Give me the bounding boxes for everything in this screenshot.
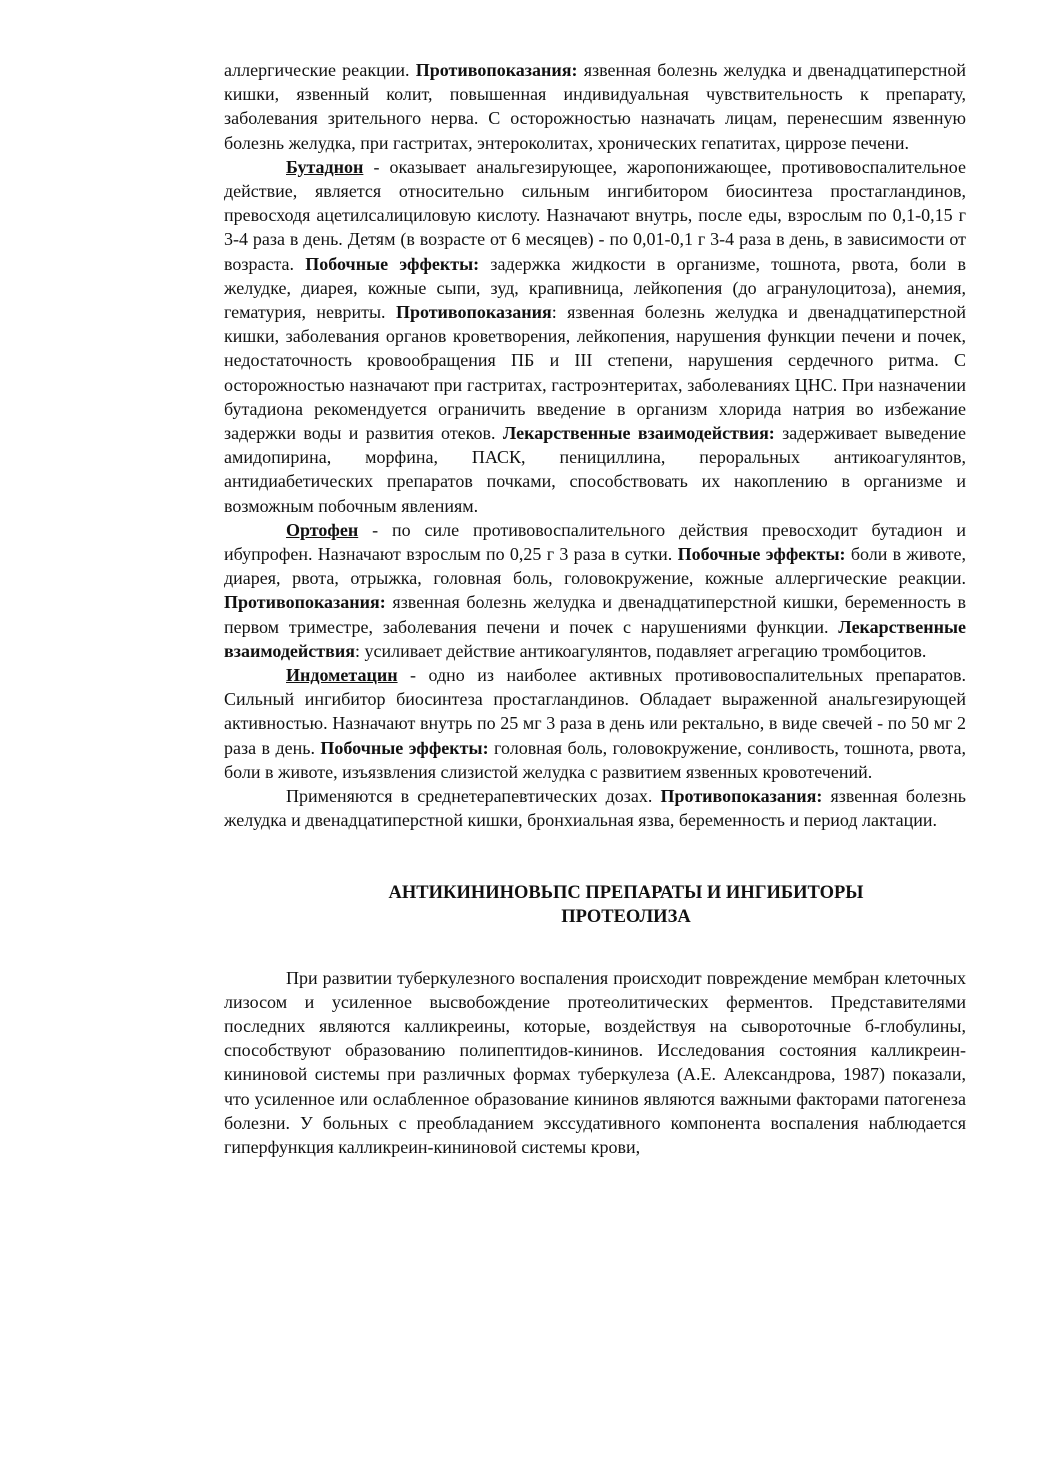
section-heading-line: ПРОТЕОЛИЗА: [561, 906, 691, 927]
spacer: [224, 833, 966, 881]
text-run: задержка жидкости в организме, тошнота, рвота, боли в желудке, диарея, кожные сыпи, зуд, крапивница, лейкопения (до агранулоцитоза), анемия, гематурия, невриты.: [224, 253, 966, 323]
text-run: : язвенная болезнь желудка и двенадцатиперстной кишки, заболевания органов кроветворения, лейкопения, нарушения функции печени и почек, недостаточность кровообращения ПБ и III степени, нарушения сердечного ритма. С осторожностью назначают при гастритах, гастроэнтеритах, заболеваниях ЦНС. При назначении бутадиона рекомендуется ограничить введение в организм хлорида натрия во избежание задержки воды и развития отеков.: [224, 302, 966, 444]
text-run: Применяются в среднетерапевтических дозах.: [286, 786, 661, 807]
paragraph-kinin-system: [224, 966, 966, 1160]
text-run: головная боль, головокружение, сонливость, тошнота, рвота, боли в животе, изъязвления слизистой желудка с развитием язвенных кровотечений.: [224, 737, 966, 782]
text-run: задерживает выведение амидопирина, морфина, ПАСК, пенициллина, пероральных антикоагулянтов, антидиабетических препаратов почками, способствовать их накоплению в организме и возможным побочным явлениям.: [224, 423, 966, 516]
document-page: [224, 58, 966, 1159]
text-run: : усиливает действие антикоагулянтов, подавляет агрегацию тромбоцитов.: [354, 640, 927, 661]
paragraph-ortofen: [224, 518, 966, 663]
text-run: - по силе противовоспалительного действия превосходит бутадион и ибупрофен. Назначают взрослым по 0,25 г 3 раза в сутки.: [224, 519, 966, 565]
bold-term: Противопоказания: [395, 302, 552, 323]
drug-name: Индометацин: [286, 665, 398, 686]
section-heading: [224, 881, 966, 929]
text-run: При развитии туберкулезного воспаления происходит повреждение мембран клеточных лизосом и усиленное высвобождение протеолитических ферментов. Представителями последних являются калликреины, которые, воздействуя на сывороточные б-глобулины, способствуют образованию полипептидов-кининов. Исследования состояния калликреин-кининовой системы при различных формах туберкулеза (А.Е. Александрова, 1987) показали, что усиленное или ослабленное образование кининов являются важными факторами патогенеза болезни. У больных с преобладанием экссудативного компонента воспаления наблюдается гиперфункция калликреин-кининовой системы крови,: [224, 967, 966, 1157]
text-run: язвенная болезнь желудка и двенадцатиперстной кишки, язвенный колит, повышенная индивидуальная чувствительность к препарату, заболевания зрительного нерва. С осторожностью назначать лицам, перенесшим язвенную болезнь желудка, при гастритах, энтероколитах, хронических гепатитах, циррозе печени.: [224, 60, 966, 153]
bold-term: Противопоказания:: [224, 592, 386, 613]
bold-term: Противопоказания:: [415, 60, 578, 80]
bold-term: Противопоказания:: [660, 786, 823, 807]
section-heading-line: АНТИКИНИНОВЬПС ПРЕПАРАТЫ И ИНГИБИТОРЫ: [388, 882, 864, 903]
drug-name: Ортофен: [286, 519, 359, 540]
text-run: аллергические реакции.: [224, 60, 416, 80]
text-run: язвенная болезнь желудка и двенадцатиперстной кишки, беременность в первом триместре, заболевания печени и почек с нарушениями функции.: [224, 592, 966, 637]
text-run: боли в животе, диарея, рвота, отрыжка, головная боль, головокружение, кожные аллергические реакции.: [224, 544, 966, 589]
paragraph-contraindications-cont: [224, 58, 966, 155]
paragraph-butadion: [224, 155, 966, 518]
spacer: [224, 929, 966, 966]
paragraph-indometacin: [224, 663, 966, 784]
text-run: - одно из наиболее активных противовоспалительных препаратов. Сильный ингибитор биосинтеза простагландинов. Обладает выраженной анальгезирующей активностью. Назначают внутрь по 25 мг 3 раза в день или ректально, в виде свечей - по 50 мг 2 раза в день.: [224, 665, 966, 758]
bold-term: Побочные эффекты:: [320, 737, 489, 758]
text-run: язвенная болезнь желудка и двенадцатиперстной кишки, бронхиальная язва, беременность и период лактации.: [224, 786, 967, 831]
paragraph-application: [224, 784, 966, 832]
bold-term: Лекарственные взаимодействия:: [502, 423, 775, 444]
bold-term: Лекарственные взаимодействия: [224, 616, 966, 661]
bold-term: Побочные эффекты:: [677, 544, 846, 565]
bold-term: Побочные эффекты:: [305, 253, 480, 274]
drug-name: Бутаднон: [286, 156, 364, 177]
text-run: - оказывает анальгезирующее, жаропонижающее, противовоспалительное действие, является относительно сильным ингибитором биосинтеза простагландинов, превосходя ацетилсалициловую кислоту. Назначают внутрь, после еды, взрослым по 0,1-0,15 г 3-4 раза в день. Детям (в возрасте от 6 месяцев) - по 0,01-0,1 г 3-4 раза в день, в зависимости от возраста.: [224, 156, 966, 274]
